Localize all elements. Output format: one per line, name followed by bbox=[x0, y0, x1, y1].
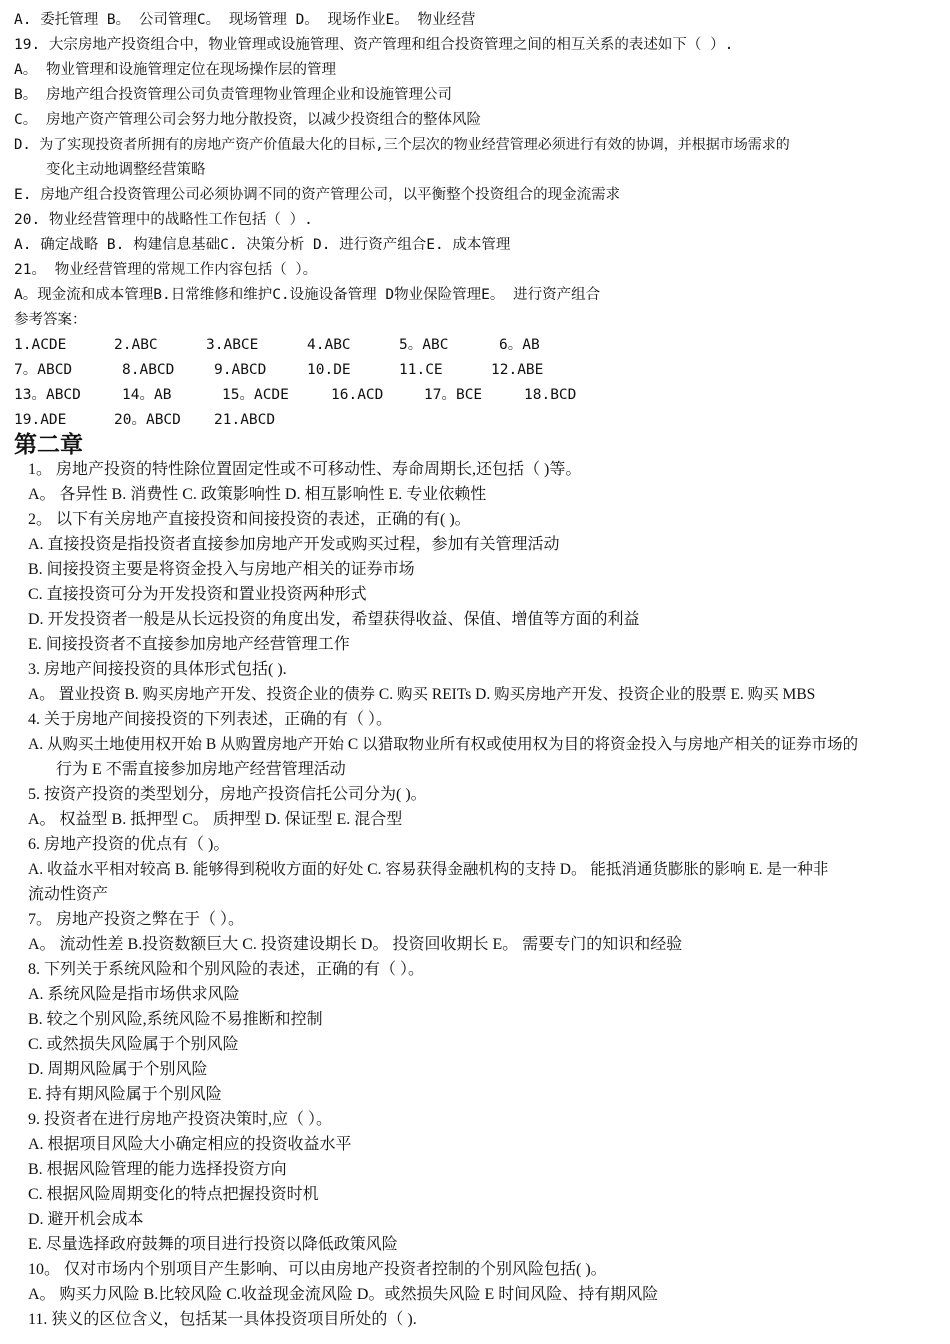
question-21-options: A。现金流和成本管理B.日常维修和维护C.设施设备管理 D物业保险管理E。 进行资产组合 bbox=[14, 287, 601, 303]
ch2-question-8-option-a: A. 系统风险是指市场供求风险 bbox=[28, 986, 240, 1003]
ch2-question-2-option-c: C. 直接投资可分为开发投资和置业投资两种形式 bbox=[28, 586, 367, 603]
ch2-question-9-option-e: E. 尽量选择政府鼓舞的项目进行投资以降低政策风险 bbox=[28, 1236, 398, 1253]
ch2-question-9-option-b: B. 根据风险管理的能力选择投资方向 bbox=[28, 1161, 287, 1178]
answer-cell: 15。ACDE bbox=[222, 387, 289, 403]
ch2-question-7-options: A。 流动性差 B.投资数额巨大 C. 投资建设期长 D。 投资回收期长 E。 需要专门的知识和经验 bbox=[28, 936, 683, 953]
answer-cell: 18.BCD bbox=[524, 387, 577, 403]
question-19-text: 19. 大宗房地产投资组合中，物业管理或设施管理、资产管理和组合投资管理之间的相互关系的表述如下（ ）. bbox=[14, 37, 734, 53]
ch2-question-11-text: 11. 狭义的区位含义，包括某一具体投资项目所处的（ ). bbox=[28, 1311, 417, 1328]
ch2-question-9-option-d: D. 避开机会成本 bbox=[28, 1211, 144, 1228]
ch2-question-10-text: 10。 仅对市场内个别项目产生影响、可以由房地产投资者控制的个别风险包括( )。 bbox=[28, 1261, 607, 1278]
question-19-option-e: E. 房地产组合投资管理公司必须协调不同的资产管理公司，以平衡整个投资组合的现金流需求 bbox=[14, 187, 621, 203]
ch2-question-8-option-e: E. 持有期风险属于个别风险 bbox=[28, 1086, 222, 1103]
question-20-options: A. 确定战略 B. 构建信息基础C. 决策分析 D. 进行资产组合E. 成本管理 bbox=[14, 237, 511, 253]
ch2-question-4-options-continued: 行为 E 不需直接参加房地产经营管理活动 bbox=[56, 761, 346, 778]
ch2-question-6-text: 6. 房地产投资的优点有（ )。 bbox=[28, 836, 230, 853]
answer-cell: 11.CE bbox=[399, 362, 443, 378]
ch2-question-2-option-e: E. 间接投资者不直接参加房地产经营管理工作 bbox=[28, 636, 350, 653]
answer-cell: 2.ABC bbox=[114, 337, 158, 353]
answer-cell: 6。AB bbox=[499, 337, 540, 353]
ch2-question-8-text: 8. 下列关于系统风险和个别风险的表述，正确的有（ ）。 bbox=[28, 961, 425, 978]
ch2-question-2-option-d: D. 开发投资者一般是从长远投资的角度出发，希望获得收益、保值、增值等方面的利益 bbox=[28, 611, 640, 628]
ch2-question-2-option-b: B. 间接投资主要是将资金投入与房地产相关的证券市场 bbox=[28, 561, 415, 578]
answer-cell: 9.ABCD bbox=[214, 362, 267, 378]
question-19-option-c: C。 房地产资产管理公司会努力地分散投资，以减少投资组合的整体风险 bbox=[14, 112, 481, 128]
ch2-question-2-text: 2。 以下有关房地产直接投资和间接投资的表述，正确的有( )。 bbox=[28, 511, 471, 528]
ch2-question-1-text: 1。 房地产投资的特性除位置固定性或不可移动性、寿命周期长,还包括（ )等。 bbox=[28, 461, 582, 478]
answer-cell: 8.ABCD bbox=[122, 362, 175, 378]
answer-cell: 5。ABC bbox=[399, 337, 449, 353]
question-19-option-a: A。 物业管理和设施管理定位在现场操作层的管理 bbox=[14, 62, 336, 78]
ch2-question-8-option-c: C. 或然损失风险属于个别风险 bbox=[28, 1036, 239, 1053]
ch2-question-10-options: A。 购买力风险 B.比较风险 C.收益现金流风险 D。或然损失风险 E 时间风险、持有期风险 bbox=[28, 1286, 659, 1303]
answer-cell: 21.ABCD bbox=[214, 412, 276, 428]
question-21-text: 21。 物业经营管理的常规工作内容包括（ ）。 bbox=[14, 262, 318, 278]
ch2-question-4-options: A. 从购买土地使用权开始 B 从购置房地产开始 C 以猎取物业所有权或使用权为目的将资金投入与房地产相关的证券市场的 bbox=[28, 736, 859, 753]
ch2-question-5-options: A。 权益型 B. 抵押型 C。 质押型 D. 保证型 E. 混合型 bbox=[28, 811, 403, 828]
answer-cell: 12.ABE bbox=[491, 362, 544, 378]
question-20-text: 20. 物业经营管理中的战略性工作包括（ ）. bbox=[14, 212, 313, 228]
answer-cell: 10.DE bbox=[307, 362, 351, 378]
answer-cell: 19.ADE bbox=[14, 412, 67, 428]
answer-cell: 20。ABCD bbox=[114, 412, 181, 428]
answer-cell: 4.ABC bbox=[307, 337, 351, 353]
answer-key-label: 参考答案： bbox=[14, 312, 87, 328]
ch2-question-3-options: A。 置业投资 B. 购买房地产开发、投资企业的债券 C. 购买 REITs D. 购买房地产开发、投资企业的股票 E. 购买 MBS bbox=[28, 686, 816, 703]
ch2-question-5-text: 5. 按资产投资的类型划分，房地产投资信托公司分为( )。 bbox=[28, 786, 427, 803]
ch2-question-9-option-c: C. 根据风险周期变化的特点把握投资时机 bbox=[28, 1186, 319, 1203]
answer-cell: 17。BCE bbox=[424, 387, 483, 403]
chapter-title: 第二章 bbox=[14, 432, 83, 458]
ch2-question-8-option-b: B. 较之个别风险,系统风险不易推断和控制 bbox=[28, 1011, 323, 1028]
answer-cell: 1.ACDE bbox=[14, 337, 67, 353]
question-19-option-d-continued: 变化主动地调整经营策略 bbox=[46, 162, 206, 178]
ch2-question-6-options: A. 收益水平相对较高 B. 能够得到税收方面的好处 C. 容易获得金融机构的支持 D。 能抵消通货膨胀的影响 E. 是一种非 bbox=[28, 861, 829, 878]
ch2-question-6-options-continued: 流动性资产 bbox=[28, 886, 109, 903]
ch2-question-3-text: 3. 房地产间接投资的具体形式包括( ). bbox=[28, 661, 287, 678]
ch2-question-2-option-a: A. 直接投资是指投资者直接参加房地产开发或购买过程，参加有关管理活动 bbox=[28, 536, 560, 553]
answer-cell: 16.ACD bbox=[331, 387, 384, 403]
answer-cell: 14。AB bbox=[122, 387, 172, 403]
question-19-option-b: B。 房地产组合投资管理公司负责管理物业管理企业和设施管理公司 bbox=[14, 87, 452, 103]
ch2-question-4-text: 4. 关于房地产间接投资的下列表述，正确的有（ ）。 bbox=[28, 711, 393, 728]
ch2-question-7-text: 7。 房地产投资之弊在于（ ）。 bbox=[28, 911, 245, 928]
ch2-question-9-text: 9. 投资者在进行房地产投资决策时,应（ ）。 bbox=[28, 1111, 333, 1128]
ch2-question-9-option-a: A. 根据项目风险大小确定相应的投资收益水平 bbox=[28, 1136, 352, 1153]
answer-cell: 3.ABCE bbox=[206, 337, 259, 353]
ch2-question-1-options: A。 各异性 B. 消费性 C. 政策影响性 D. 相互影响性 E. 专业依赖性 bbox=[28, 486, 487, 503]
ch2-question-8-option-d: D. 周期风险属于个别风险 bbox=[28, 1061, 208, 1078]
answer-cell: 7。ABCD bbox=[14, 362, 73, 378]
question-18-options: A. 委托管理 B。 公司管理C。 现场管理 D。 现场作业E。 物业经营 bbox=[14, 12, 476, 28]
answer-cell: 13。ABCD bbox=[14, 387, 81, 403]
question-19-option-d: D. 为了实现投资者所拥有的房地产资产价值最大化的目标,三个层次的物业经营管理必须进行有效的协调，并根据市场需求的 bbox=[14, 137, 790, 153]
